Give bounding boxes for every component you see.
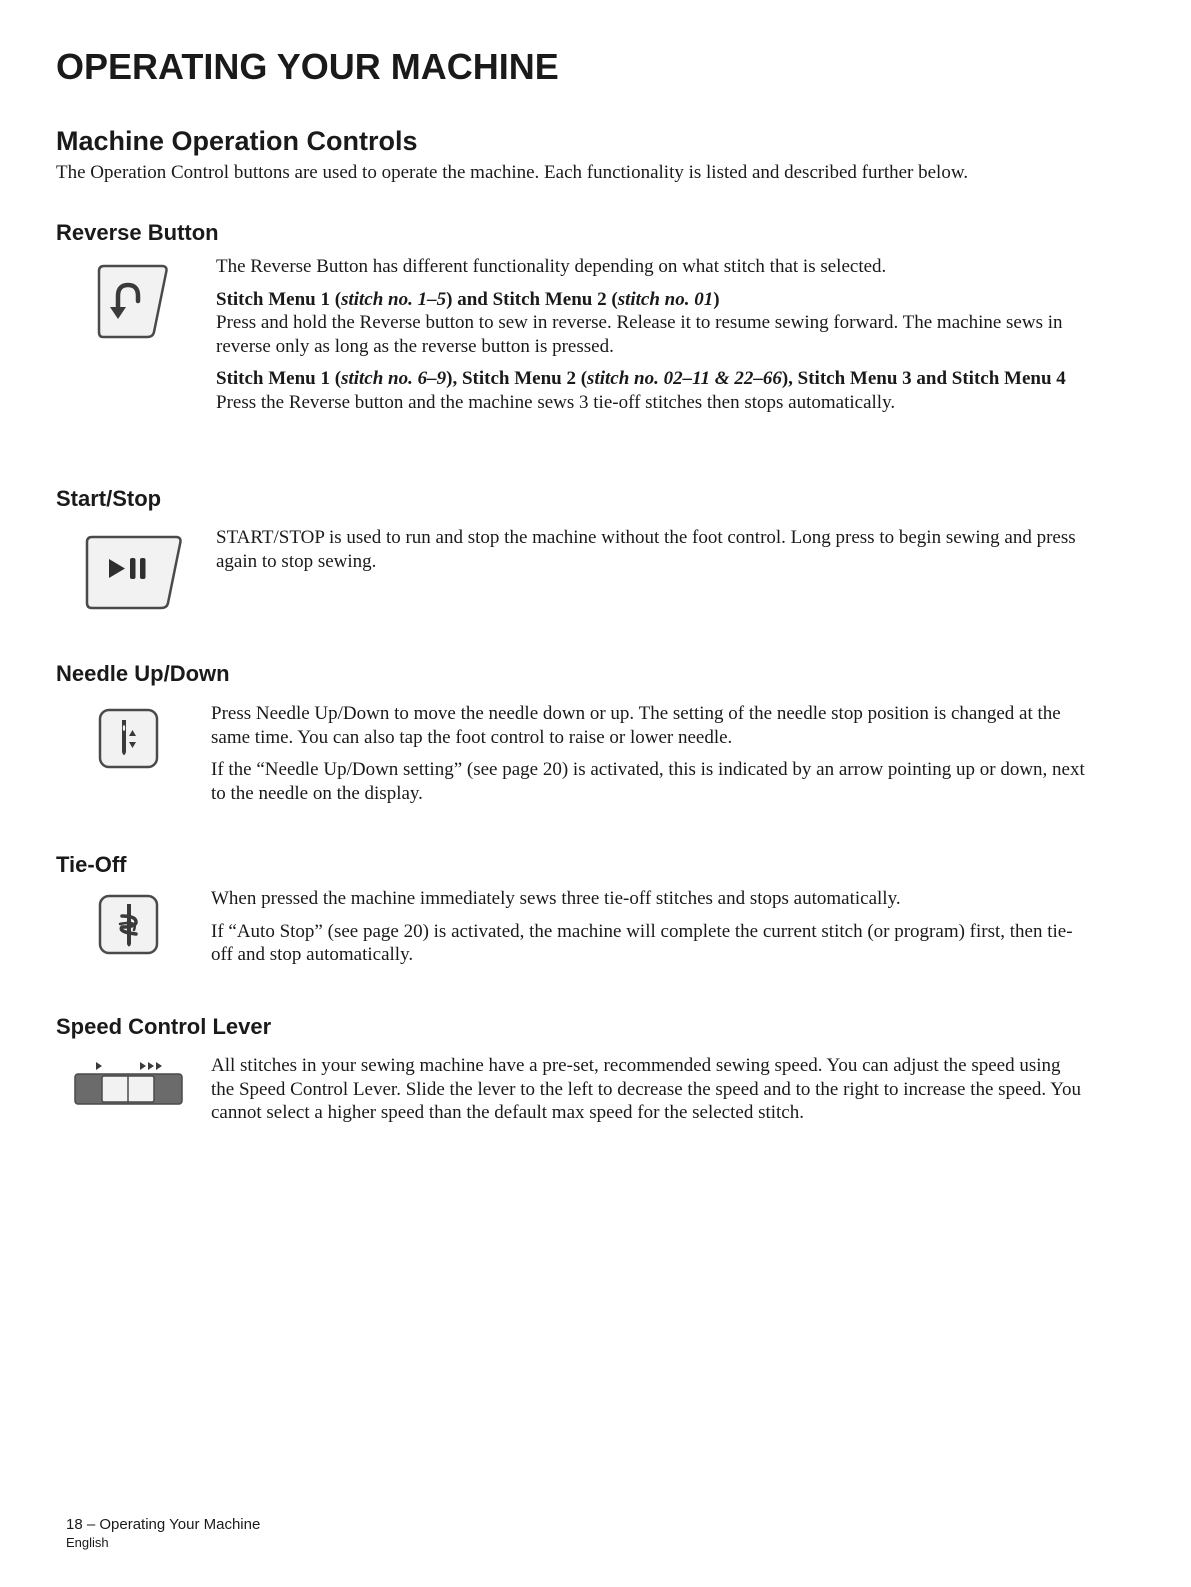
needle-text-1: Press Needle Up/Down to move the needle down or up. The setting of the needle stop position is changed at the same time. You can also tap the foot control to raise or lower needle. (211, 703, 1061, 748)
speed-text: All stitches in your sewing machine have a pre-set, recommended sewing speed. You can adjust the speed using the Speed Control Lever. Slide the lever to the left to decrease the speed and to the right to increase the speed. You cannot select a higher speed than the default max speed for the selected stitch. (211, 1055, 1082, 1123)
tie-off-text-1: When pressed the machine immediately sews three tie-off stitches and stops automatically. (211, 888, 901, 909)
reverse-mode2-text: Press the Reverse button and the machine sews 3 tie-off stitches then stops automatically. (216, 391, 896, 413)
reverse-description (216, 255, 1091, 423)
reverse-heading: Reverse Button (56, 220, 219, 245)
reverse-intro: The Reverse Button has different functionality depending on what stitch that is selected. (216, 256, 887, 277)
reverse-mode1 (216, 288, 1091, 359)
start-stop-description (216, 526, 1091, 582)
speed-control-lever-icon (72, 1058, 186, 1113)
page-title: OPERATING YOUR MACHINE (56, 46, 559, 87)
start-stop-heading: Start/Stop (56, 486, 162, 511)
reverse-mode2-heading: Stitch Menu 1 (stitch no. 6–9), Stitch Menu 2 (stitch no. 02–11 & 22–66), Stitch Menu 3 and Stitch Menu 4 (216, 368, 1066, 389)
speed-heading: Speed Control Lever (56, 1014, 272, 1039)
reverse-mode2 (216, 367, 1091, 414)
reverse-mode1-heading: Stitch Menu 1 (stitch no. 1–5) and Stitch Menu 2 (stitch no. 01) (216, 288, 720, 310)
tie-off-button-icon (98, 894, 160, 961)
tie-off-description (211, 887, 1086, 976)
start-stop-text: START/STOP is used to run and stop the machine without the foot control. Long press to begin sewing and press again to stop sewing. (216, 527, 1076, 572)
needle-up-down-button-icon (98, 708, 160, 775)
tie-off-text-2: If “Auto Stop” (see page 20) is activated, the machine will complete the current stitch (or program) first, then tie-off and stop automatically. (211, 920, 1073, 965)
reverse-mode1-text: Press and hold the Reverse button to sew in reverse. Release it to resume sewing forward. The machine sews in reverse only as long as the reverse button is pressed. (216, 312, 1063, 357)
footer-page-label: 18 – Operating Your Machine (66, 1516, 261, 1533)
intro-text: The Operation Control buttons are used to operate the machine. Each functionality is listed and described further below. (56, 162, 969, 183)
slow-speed-icon (96, 1062, 102, 1070)
needle-description (211, 702, 1086, 814)
start-stop-button-icon (84, 534, 184, 617)
footer-language: English (66, 1535, 109, 1550)
speed-description (211, 1054, 1086, 1134)
reverse-button-icon (96, 263, 172, 346)
section-title: Machine Operation Controls (56, 126, 418, 156)
needle-text-2: If the “Needle Up/Down setting” (see page 20) is activated, this is indicated by an arrow pointing up or down, next to the needle on the display. (211, 759, 1085, 804)
needle-heading: Needle Up/Down (56, 661, 230, 686)
tie-off-heading: Tie-Off (56, 852, 127, 877)
fast-speed-icon (140, 1062, 162, 1070)
